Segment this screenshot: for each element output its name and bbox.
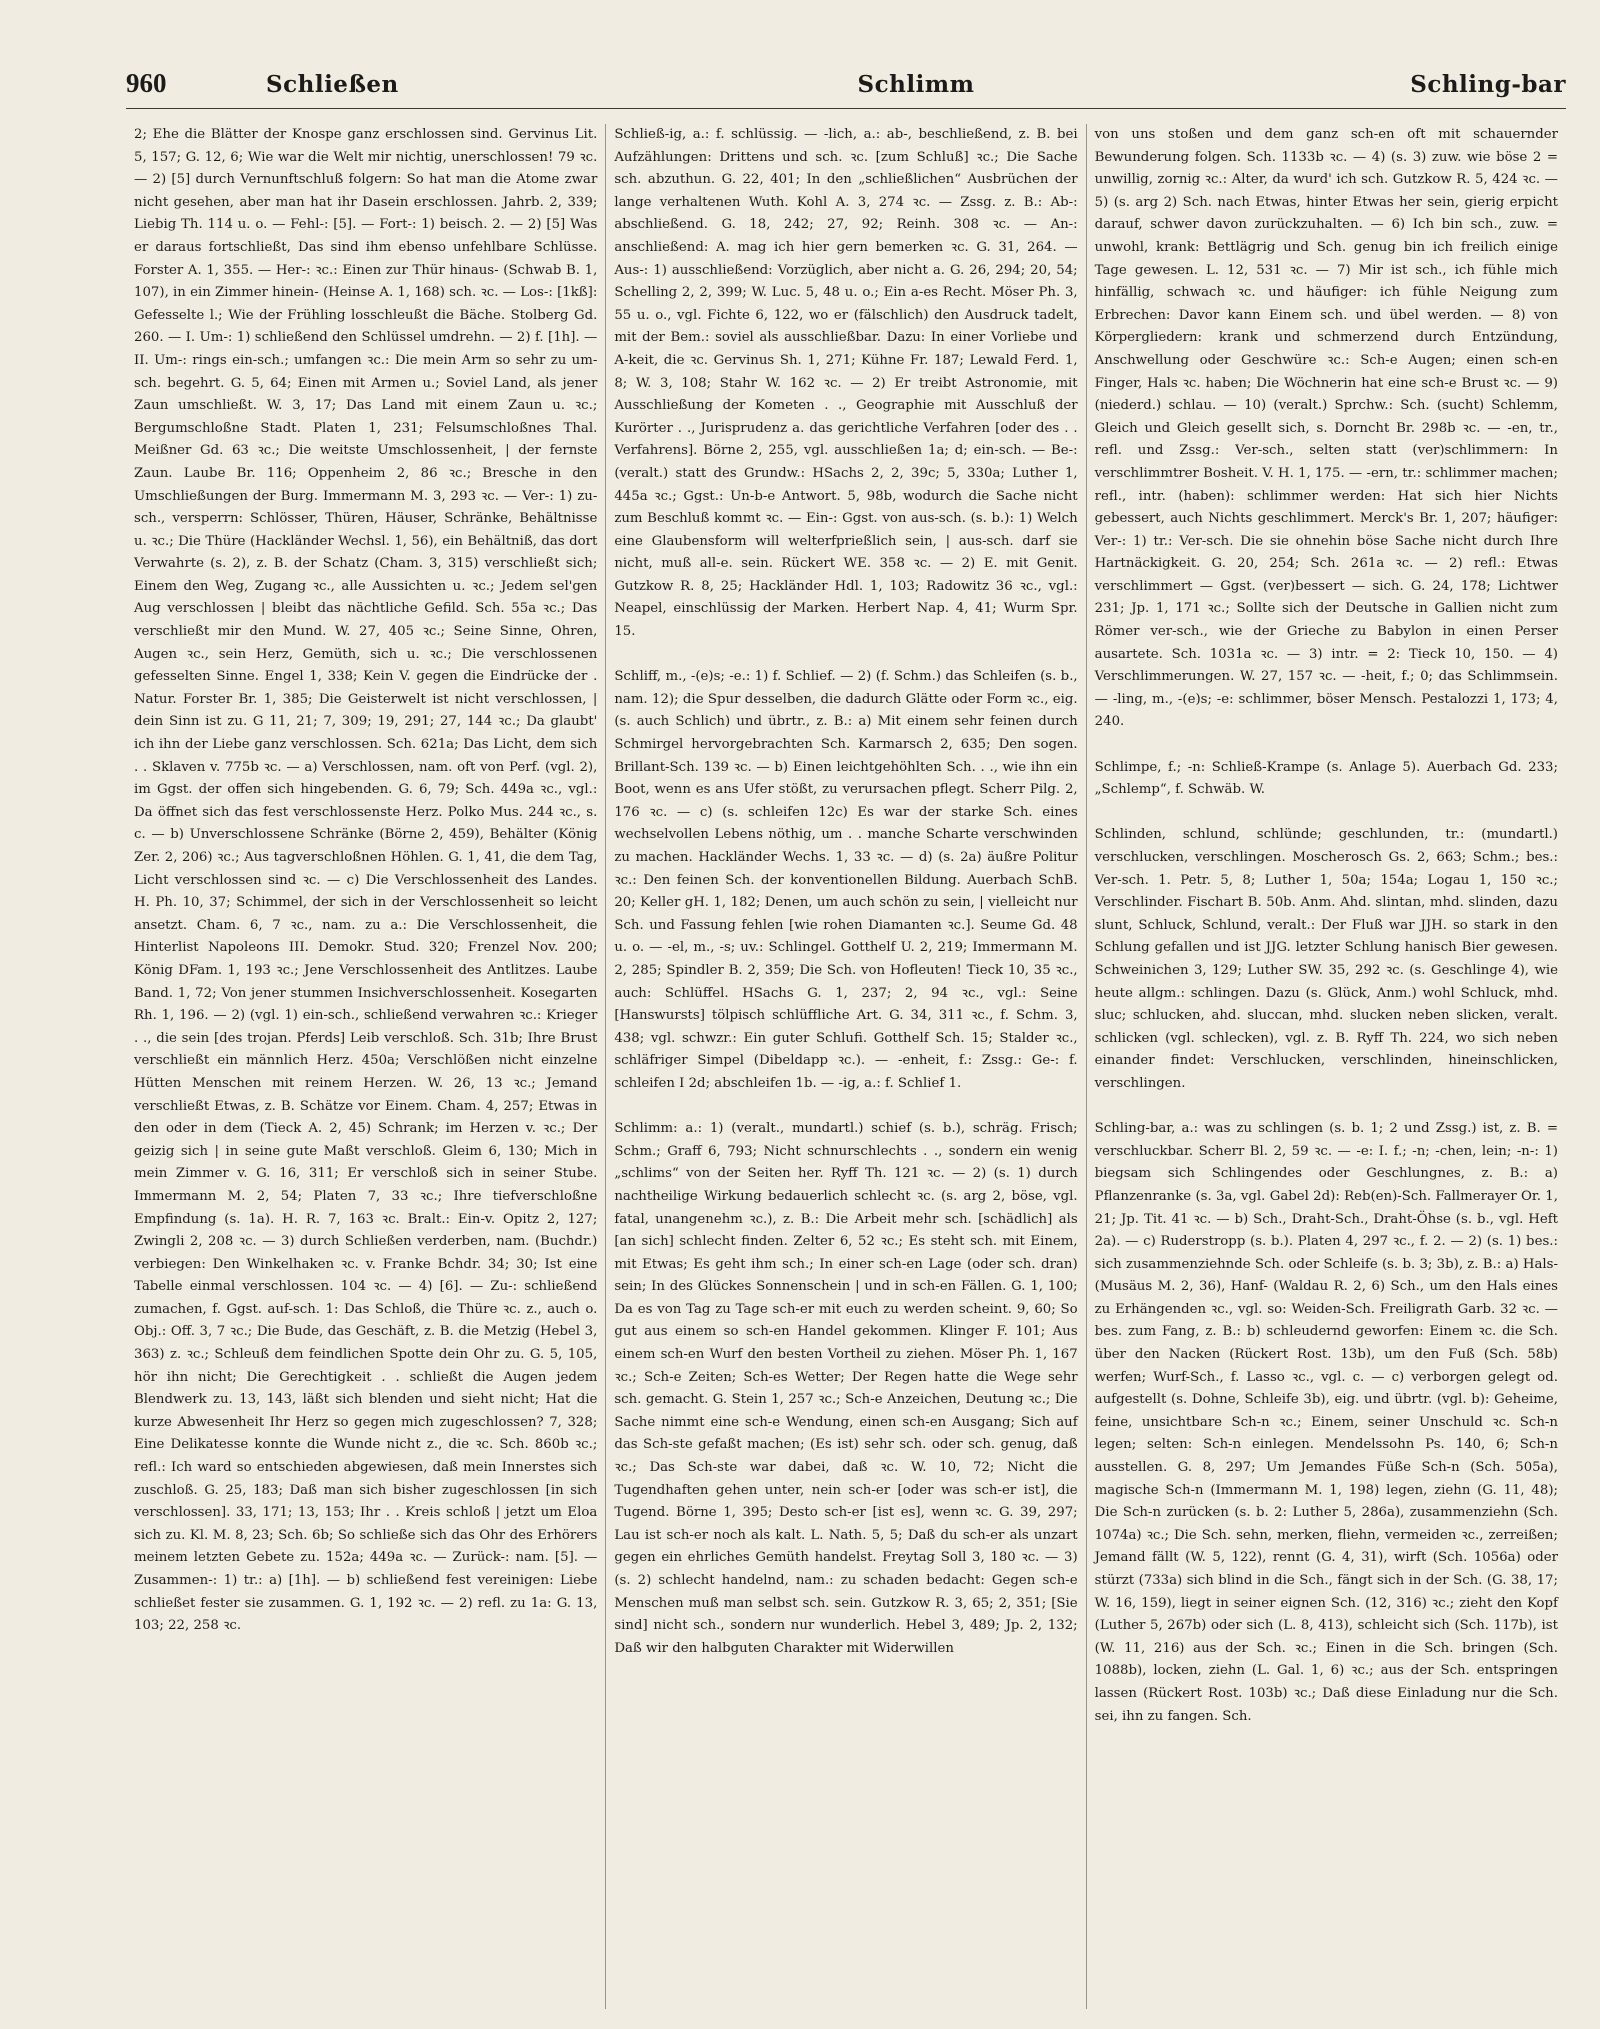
page-header [126, 68, 1566, 109]
right-running-headword: Schling-bar [1410, 71, 1566, 98]
center-column-text: Schließ-ig, a.: f. schlüssig. — -lich, a.: ab-, beschließend, z. B. bei Aufzählungen: Drittens und sch. ꝛc. [zum Schluß] ꝛc.; Die Sache sch. abzuthun. G. 22, 401; In den „schließlichen“ Ausbrüchen der lange verhaltenen Wuth. Kohl A. 3, 274 ꝛc. — Zssg. z. B.: Ab-: abschließend. G. 18, 242; 27, 92; Reinh. 308 ꝛc. — An-: anschließend: A. mag ich hier gern bemerken ꝛc. G. 31, 264. — Aus-: 1) ausschließend: Vorzüglich, aber nicht a. G. 26, 294; 20, 54; Schelling 2, 2, 399; W. Luc. 5, 48 u. o.; Ein a-es Recht. Möser Ph. 3, 55 u. o., vgl. Fichte 6, 122, wo er (fälschlich) den Ausdruck tadelt, mit der Bem.: soviel als ausschließbar. Dazu: In einer Vorliebe und A-keit, die ꝛc. Gervinus Sh. 1, 271; Kühne Fr. 187; Lewald Ferd. 1, 8; W. 3, 108; Stahr W. 162 ꝛc. — 2) Er treibt Astronomie, mit Ausschließung der Kometen . ., Geographie mit Ausschluß der Kurörter . ., Jurisprudenz a. das gerichtliche Verfahren [oder des . . Verfahrens]. Börne 2, 255, vgl. ausschließen 1a; d; ein-sch. — Be-: (veralt.) statt des Grundw.: HSachs 2, 2, 39c; 5, 330a; Luther 1, 445a ꝛc.; Ggst.: Un-b-e Antwort. 5, 98b, wodurch die Sache nicht zum Beschluß kommt ꝛc. — Ein-: Ggst. von aus-sch. (s. b.): 1) Welch eine Glaubensform will welterfprießlich sein, | aus-sch. darf sie nicht, muß all-e. sein. Rückert WE. 358 ꝛc. — 2) E. mit Genit. Gutzkow R. 8, 25; Hackländer Hdl. 1, 103; Radowitz 36 ꝛc., vgl.: Neapel, einschlüssig der Marken. Herbert Nap. 4, 41; Wurm Spr. 15. Schliff, m., -(e)s; -e.: 1) f. Schlief. — 2) (f. Schm.) das Schleifen (s. b., nam. 12); die Spur desselben, die dadurch Glätte oder Form ꝛc., eig. (s. auch Schlich) und übrtr., z. B.: a) Mit einem sehr feinen durch Schmirgel hervorgebrachten Sch. Karmarsch 2, 635; Den sogen. Brillant-Sch. 139 ꝛc. — b) Einen leichtgehöhlten Sch. . ., wie ihn ein Boot, wenn es ans Ufer stößt, zu verursachen pflegt. Scherr Pilg. 2, 176 ꝛc. — c) (s. schleifen 12c) Es war der starke Sch. eines wechselvollen Lebens nöthig, um . . manche Scharte verschwinden zu machen. Hackländer Wechs. 1, 33 ꝛc. — d) (s. 2a) äußre Politur ꝛc.: Den feinen Sch. der konventionellen Bildung. Auerbach SchB. 20; Keller gH. 1, 182; Denen, um auch schön zu sein, | vielleicht nur Sch. und Fassung fehlen [wie rohen Diamanten ꝛc.]. Seume Gd. 48 u. o. — -el, m., -s; uv.: Schlingel. Gotthelf U. 2, 219; Immermann M. 2, 285; Spindler B. 2, 359; Die Sch. von Hofleuten! Tieck 10, 35 ꝛc., auch: Schlüffel. HSachs G. 1, 237; 2, 94 ꝛc., vgl.: Seine [Hanswursts] tölpisch schlüffliche Art. G. 34, 311 ꝛc., f. Schm. 3, 438; vgl. schwzr.: Ein guter Schlufi. Gotthelf Sch. 15; Stalder ꝛc., schläfriger Simpel (Dibeldapp ꝛc.). — -enheit, f.: Zssg.: Ge-: f. schleifen I 2d; abschleifen 1b. — -ig, a.: f. Schlief 1. Schlimm: a.: 1) (veralt., mundartl.) schief (s. b.), schräg. Frisch; Schm.; Graff 6, 793; Nicht schnurschlechts . ., sondern ein wenig „schlims“ von der Seiten her. Ryff Th. 121 ꝛc. — 2) (s. 1) durch nachtheilige Wirkung bedauerlich schlecht ꝛc. (s. arg 2, böse, vgl. fatal, unangenehm ꝛc.), z. B.: Die Arbeit mehr sch. [schädlich] als [an sich] schlecht finden. Zelter 6, 52 ꝛc.; Es steht sch. mit Einem, mit Etwas; Es geht ihm sch.; In einer sch-en Lage (oder sch. dran) sein; In des Glückes Sonnenschein | und in sch-en Fällen. G. 1, 100; Da es von Tag zu Tage sch-er mit euch zu werden scheint. 9, 60; So gut aus einem so sch-en Handel gekommen. Klinger F. 101; Aus einem sch-en Wurf den besten Vortheil zu ziehen. Möser Ph. 1, 167 ꝛc.; Sch-e Zeiten; Sch-es Wetter; Der Regen hatte die Wege sehr sch. gemacht. G. Stein 1, 257 ꝛc.; Sch-e Anzeichen, Deutung ꝛc.; Die Sache nimmt eine sch-e Wendung, einen sch-en Ausgang; Sich auf das Sch-ste gefaßt machen; (Es ist) sehr sch. oder sch. genug, daß ꝛc.; Das Sch-ste war dabei, daß ꝛc. W. 10, 72; Nicht die Tugendhaften gehen unter, nein sch-er [oder was sch-er ist], die Tugend. Börne 1, 395; Desto sch-er [ist es], wenn ꝛc. G. 39, 297; Lau ist sch-er noch als kalt. L. Nath. 5, 5; Daß du sch-er als unzart gegen ein ehrliches Gemüth handelst. Freytag Soll 3, 180 ꝛc. — 3) (s. 2) schlecht handelnd, nam.: zu schaden bedacht: Gegen sch-e Menschen muß man selbst sch. sein. Gutzkow R. 3, 65; 2, 351; [Sie sind] nicht sch., sondern nur wunderlich. Hebel 3, 489; Jp. 2, 132; Daß wir den halbguten Charakter mit Widerwillen [614, 127, 1078, 1656]
center-running-headword: Schlimm [857, 71, 975, 98]
right-column [1086, 124, 1566, 2009]
left-running-headword: Schließen [266, 71, 399, 98]
right-column-text: von uns stoßen und dem ganz sch-en oft mit schauernder Bewunderung folgen. Sch. 1133b ꝛc. — 4) (s. 3) zuw. wie böse 2 = unwillig, zornig ꝛc.: Alter, da wurd' ich sch. Gutzkow R. 5, 424 ꝛc. — 5) (s. arg 2) Sch. nach Etwas, hinter Etwas her sein, gierig erpicht darauf, schwer davon zurückzuhalten. — 6) Ich bin sch., zuw. = unwohl, krank: Bettlägrig und Sch. genug bin ich freilich einige Tage gewesen. L. 12, 531 ꝛc. — 7) Mir ist sch., ich fühle mich hinfällig, schwach ꝛc. und häufiger: ich fühle Neigung zum Erbrechen: Davor kann Einem sch. und übel werden. — 8) von Körpergliedern: krank und schmerzend durch Entzündung, Anschwellung oder Geschwüre ꝛc.: Sch-e Augen; einen sch-en Finger, Hals ꝛc. haben; Die Wöchnerin hat eine sch-e Brust ꝛc. — 9) (niederd.) schlau. — 10) (veralt.) Sprchw.: Sch. (sucht) Schlemm, Gleich und Gleich gesellt sich, s. Dorncht Br. 298b ꝛc. — -en, tr., refl. und Zssg.: Ver-sch., selten statt (ver)schlimmern: In verschlimmtrer Bosheit. V. H. 1, 175. — -ern, tr.: schlimmer machen; refl., intr. (haben): schlimmer werden: Hat sich hier Nichts gebessert, auch Nichts geschlimmert. Merck's Br. 1, 207; häufiger: Ver-: 1) tr.: Ver-sch. Die sie ohnehin böse Sache nicht durch Ihre Hartnäckigkeit. G. 20, 254; Sch. 261a ꝛc. — 2) refl.: Etwas verschlimmert — Ggst. (ver)bessert — sich. G. 24, 178; Lichtwer 231; Jp. 1, 171 ꝛc.; Sollte sich der Deutsche in Gallien nicht zum Römer ver-sch., wie der Grieche zu Babylon in einen Perser ausartete. Sch. 1031a ꝛc. — 3) intr. = 2: Tieck 10, 150. — 4) Verschlimmerungen. W. 27, 157 ꝛc. — -heit, f.; 0; das Schlimmsein. — -ling, m., -(e)s; -e: schlimmer, böser Mensch. Pestalozzi 1, 173; 4, 240. Schlimpe, f.; -n: Schließ-Krampe (s. Anlage 5). Auerbach Gd. 233; „Schlemp“, f. Schwäb. W. Schlinden, schlund, schlünde; geschlunden, tr.: (mundartl.) verschlucken, verschlingen. Moscherosch Gs. 2, 663; Schm.; bes.: Ver-sch. 1. Petr. 5, 8; Luther 1, 50a; 154a; Logau 1, 150 ꝛc.; Verschlinder. Fischart B. 50b. Anm. Ahd. slintan, mhd. slinden, dazu slunt, Schluck, Schlund, veralt.: Der Fluß war JJH. so stark in den Schlung gefallen und ist JJG. letzter Schlung hanisch Bier gewesen. Schweinichen 3, 129; Luther SW. 35, 292 ꝛc. (s. Geschlinge 4), wie heute allgm.: schlingen. Dazu (s. Glück, Anm.) wohl Schluck, mhd. sluc; schlucken, ahd. sluccan, mhd. slucken neben slicken, veralt. schlicken (vgl. schlecken), vgl. z. B. Ryff Th. 224, wo sich neben einander findet: Verschlucken, verschlinden, hineinschlicken, verschlingen. Schling-bar, a.: was zu schlingen (s. b. 1; 2 und Zssg.) ist, z. B. = verschluckbar. Scherr Bl. 2, 59 ꝛc. — -e: I. f.; -n; -chen, lein; -n-: 1) biegsam sich Schlingendes oder Geschlungnes, z. B.: a) Pflanzenranke (s. 3a, vgl. Gabel 2d): Reb(en)-Sch. Fallmerayer Or. 1, 21; Jp. Tit. 41 ꝛc. — b) Sch., Draht-Sch., Draht-Öhse (s. b., vgl. Heft 2a). — c) Ruderstropp (s. b.). Platen 4, 297 ꝛc., f. 2. — 2) (s. 1) bes.: sich zusammenziehnde Sch. oder Schleife (s. b. 3; 3b), z. B.: a) Hals- (Musäus M. 2, 36), Hanf- (Waldau R. 2, 6) Sch., um den Hals eines zu Erhängenden ꝛc., vgl. so: Weiden-Sch. Freiligrath Garb. 32 ꝛc. — bes. zum Fang, z. B.: b) schleudernd geworfen: Einem ꝛc. die Sch. über den Nacken (Rückert Rost. 13b), um den Fuß (Sch. 58b) werfen; Wurf-Sch., f. Lasso ꝛc., vgl. c. — c) verborgen gelegt od. aufgestellt (s. Dohne, Schleife 3b), eig. und übrtr. (vgl. b): Geheime, feine, unsichtbare Sch-n ꝛc.; Einem, seiner Unschuld ꝛc. Sch-n legen; selten: Sch-n einlegen. Mendelssohn Ps. 140, 6; Sch-n ausstellen. G. 8, 297; Um Jemandes Füße Sch-n (Sch. 505a), magische Sch-n (Immermann M. 1, 198) legen, ziehn (G. 11, 48); Die Sch-n zurücken (s. b. 2: Luther 5, 286a), zusammenziehn (Sch. 1074a) ꝛc.; Die Sch. sehn, merken, fliehn, vermeiden ꝛc., zerreißen; Jemand fällt (W. 5, 122), rennt (G. 4, 31), wirft (Sch. 1056a) oder stürzt (733a) sich blind in die Sch., fängt sich in der Sch. (G. 38, 17; W. 16, 159), liegt in seiner eignen Sch. (12, 316) ꝛc.; zieht den Kopf (Luther 5, 267b) oder sich (L. 8, 413), schleicht sich (Sch. 117b), ist (W. 11, 216) aus der Sch. ꝛc.; Einen in die Sch. bringen (Sch. 1088b), locken, ziehn (L. Gal. 1, 6) ꝛc.; aus der Sch. entspringen lassen (Rückert Rost. 103b) ꝛc.; Daß diese Einladung nur die Sch. sei, ihn zu fangen. Sch. [1094, 127, 1558, 1724]
left-column-text: 2; Ehe die Blätter der Knospe ganz erschlossen sind. Gervinus Lit. 5, 157; G. 12, 6; Wie war die Welt mir nichtig, unerschlossen! 79 ꝛc. — 2) [5] durch Vernunftschluß folgern: So hat man die Atome zwar nicht gesehen, aber man hat ihr Dasein erschlossen. Jahrb. 2, 339; Liebig Th. 114 u. o. — Fehl-: [5]. — Fort-: 1) beisch. 2. — 2) [5] Was er daraus fortschließt, Das sind ihm ebenso unfehlbare Schlüsse. Forster A. 1, 355. — Her-: ꝛc.: Einen zur Thür hinaus- (Schwab B. 1, 107), in ein Zimmer hinein- (Heinse A. 1, 168) sch. ꝛc. — Los-: [1kß]: Gefesselte l.; Wie der Frühling losschleußt die Bäche. Stolberg Gd. 260. — I. Um-: 1) schließend den Schlüssel umdrehn. — 2) f. [1h]. — II. Um-: rings ein-sch.; umfangen ꝛc.: Die mein Arm so sehr zu um-sch. begehrt. G. 5, 64; Einen mit Armen u.; Soviel Land, als jener Zaun umschließt. W. 3, 17; Das Land mit einem Zaun u. ꝛc.; Bergumschloßne Stadt. Platen 1, 231; Felsumschloßnes Thal. Meißner Gd. 63 ꝛc.; Die weitste Umschlossenheit, | der fernste Zaun. Laube Br. 116; Oppenheim 2, 86 ꝛc.; Bresche in den Umschließungen der Burg. Immermann M. 3, 293 ꝛc. — Ver-: 1) zu-sch., versperrn: Schlösser, Thüren, Häuser, Schränke, Behältnisse u. ꝛc.; Die Thüre (Hackländer Wechsl. 1, 56), ein Behältniß, das dort Verwahrte (s. 2), z. B. der Schatz (Cham. 3, 315) verschließt sich; Einem den Weg, Zugang ꝛc., alle Aussichten u. ꝛc.; Jedem sel'gen Aug verschlossen | bleibt das nächtliche Gefild. Sch. 55a ꝛc.; Das verschließt mir den Mund. W. 27, 405 ꝛc.; Seine Sinne, Ohren, Augen ꝛc., sein Herz, Gemüth, sich u. ꝛc.; Die verschlossenen gefesselten Sinne. Engel 1, 338; Kein V. gegen die Eindrücke der . Natur. Forster Br. 1, 385; Die Geisterwelt ist nicht verschlossen, | dein Sinn ist zu. G 11, 21; 7, 309; 19, 291; 27, 144 ꝛc.; Da glaubt' ich ihn der Liebe ganz verschlossen. Sch. 621a; Das Licht, dem sich . . Sklaven v. 775b ꝛc. — a) Verschlossen, nam. oft von Perf. (vgl. 2), im Ggst. der offen sich hingebenden. G. 6, 79; Sch. 449a ꝛc., vgl.: Da öffnet sich das fest verschlossenste Herz. Polko Mus. 244 ꝛc., s. c. — b) Unverschlossene Schränke (Börne 2, 459), Behälter (König Zer. 2, 206) ꝛc.; Aus tagverschloßnen Höhlen. G. 1, 41, die dem Tag, Licht verschlossen sind ꝛc. — c) Die Verschlossenheit des Landes. H. Ph. 10, 37; Schimmel, der sich in der Verschlossenheit so leicht ansetzt. Cham. 6, 7 ꝛc., nam. zu a.: Die Verschlossenheit, die Hinterlist Napoleons III. Demokr. Stud. 320; Frenzel Nov. 200; König DFam. 1, 193 ꝛc.; Jene Verschlossenheit des Antlitzes. Laube Band. 1, 72; Von jener stummen Insichverschlossenheit. Kosegarten Rh. 1, 196. — 2) (vgl. 1) ein-sch., schließend verwahren ꝛc.: Krieger . ., die sein [des trojan. Pferds] Leib verschloß. Sch. 31b; Ihre Brust verschließt ein männlich Herz. 450a; Verschlößen nicht einzelne Hütten Menschen mit reinem Herzen. W. 26, 13 ꝛc.; Jemand verschließt Etwas, z. B. Schätze vor Einem. Cham. 4, 257; Etwas in den oder in dem (Tieck A. 2, 45) Schrank; im Herzen v. ꝛc.; Der geizig sich | in seine gute Maßt verschloß. Gleim 6, 130; Mich in mein Zimmer v. G. 16, 311; Er verschloß sich in seiner Stube. Immermann M. 2, 54; Platen 7, 33 ꝛc.; Ihre tiefverschloßne Empfindung (s. 1a). H. R. 7, 163 ꝛc. Bralt.: Ein-v. Opitz 2, 127; Zwingli 2, 208 ꝛc. — 3) durch Schließen verderben, nam. (Buchdr.) verbiegen: Den Winkelhaken ꝛc. v. Franke Bchdr. 34; 30; Ist eine Tabelle einmal verschlossen. 104 ꝛc. — 4) [6]. — Zu-: schließend zumachen, f. Ggst. auf-sch. 1: Das Schloß, die Thüre ꝛc. z., auch o. Obj.: Off. 3, 7 ꝛc.; Die Bude, das Geschäft, z. B. die Metzig (Hebel 3, 363) z. ꝛc.; Schleuß dem feindlichen Spotte dein Ohr zu. G. 5, 105, hör ihn nicht; Die Gerechtigkeit . . schließt die Augen jedem Blendwerk zu. 13, 143, läßt sich blenden und sieht nicht; Hat die kurze Abwesenheit Ihr Herz so gegen mich zugeschlossen? 7, 328; Eine Delikatesse konnte die Wunde nicht z., die ꝛc. Sch. 860b ꝛc.; refl.: Ich ward so entschieden abgewiesen, daß mein Innerstes sich zuschloß. G. 25, 183; Daß man sich bisher zugeschlossen [in sich verschlossen]. 33, 171; 13, 153; Ihr . . Kreis schloß | jetzt um Eloa sich zu. Kl. M. 8, 23; Sch. 6b; So schließe sich das Ohr des Erhörers meinem letzten Gebete zu. 152a; 449a ꝛc. — Zurück-: nam. [5]. — Zusammen-: 1) tr.: a) [1h]. — b) schließend fest vereinigen: Liebe schließet fester sie zusammen. G. 1, 192 ꝛc. — 2) refl. zu 1a: G. 13, 103; 22, 258 ꝛc. [134, 127, 598, 1634]
left-column [126, 124, 605, 2009]
text-columns [126, 124, 1566, 2009]
center-column [605, 124, 1085, 2009]
page-number: 960 [126, 68, 167, 98]
